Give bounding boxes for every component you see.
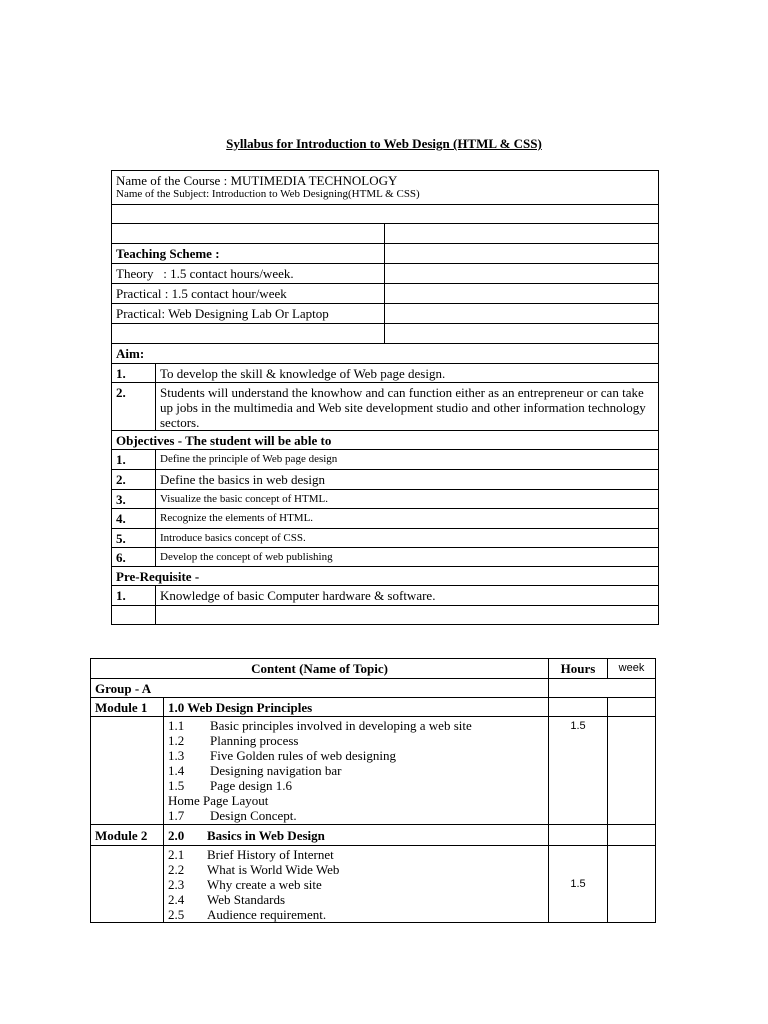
topic-num: 1.7	[168, 808, 185, 823]
module-label: Module 2	[91, 825, 164, 846]
topic-num: 2.1	[168, 847, 185, 862]
topic-num: 2.4	[168, 892, 185, 907]
topic-item	[168, 748, 544, 763]
empty-cell	[385, 324, 659, 344]
topic-num: 2.5	[168, 907, 185, 922]
aim-row	[112, 364, 659, 383]
topic-item	[168, 718, 544, 733]
empty-row	[112, 606, 659, 625]
document-title: Syllabus for Introduction to Web Design (HTML & CSS)	[226, 136, 542, 151]
prereq-num: 1.	[112, 586, 156, 606]
prereq-text: Knowledge of basic Computer hardware & software.	[156, 586, 659, 606]
group-label: Group - A	[91, 679, 549, 698]
aim-row	[112, 383, 659, 431]
topic-text: Design Concept.	[210, 808, 297, 823]
objective-num: 3.	[112, 490, 156, 509]
topic-extra-line: Home Page Layout	[168, 793, 269, 808]
objective-num: 6.	[112, 548, 156, 567]
practical-text: Practical : 1.5 contact hour/week	[112, 284, 385, 304]
module-topics-row	[91, 846, 656, 923]
topic-text: Brief History of Internet	[207, 847, 334, 862]
module-title-row	[91, 825, 656, 846]
hours-header: Hours	[549, 659, 608, 679]
empty-cell	[549, 698, 608, 717]
objective-row	[112, 450, 659, 470]
module-hours: 1.5	[549, 717, 608, 825]
topic-text: Five Golden rules of web designing	[210, 748, 396, 763]
module-topics	[164, 846, 549, 923]
topic-item	[168, 778, 544, 793]
objective-num: 2.	[112, 470, 156, 490]
topic-text: Planning process	[210, 733, 299, 748]
empty-cell	[549, 679, 656, 698]
empty-cell	[112, 224, 385, 244]
empty-cell	[112, 205, 659, 224]
aim-num: 1.	[112, 364, 156, 383]
topic-item	[168, 862, 544, 877]
content-header-row	[91, 659, 656, 679]
topic-text: Why create a web site	[207, 877, 322, 892]
module-hours: 1.5	[549, 846, 608, 923]
topic-item	[168, 808, 544, 823]
group-row	[91, 679, 656, 698]
lab-row	[112, 304, 659, 324]
objective-row	[112, 509, 659, 529]
empty-cell	[608, 825, 656, 846]
objective-row	[112, 470, 659, 490]
topic-text: Page design 1.6	[210, 778, 292, 793]
topic-text: What is World Wide Web	[207, 862, 340, 877]
empty-cell	[385, 264, 659, 284]
module-topics	[164, 717, 549, 825]
course-row	[112, 171, 659, 205]
empty-cell	[549, 825, 608, 846]
topic-text: Designing navigation bar	[210, 763, 342, 778]
empty-cell	[112, 606, 156, 625]
empty-row	[112, 324, 659, 344]
objective-row	[112, 529, 659, 548]
objective-row	[112, 490, 659, 509]
topic-text: Web Standards	[207, 892, 286, 907]
topic-num: 1.5	[168, 778, 185, 793]
empty-cell	[385, 244, 659, 264]
topic-item	[168, 847, 544, 862]
objectives-heading-row	[112, 431, 659, 450]
topic-num: 2.2	[168, 862, 185, 877]
course-cell	[112, 171, 659, 205]
topic-item	[168, 763, 544, 778]
topic-num: 2.3	[168, 877, 185, 892]
topic-item	[168, 907, 544, 922]
topic-num: 1.2	[168, 733, 185, 748]
objective-text: Recognize the elements of HTML.	[156, 509, 659, 529]
aim-num: 2.	[112, 383, 156, 431]
objective-num: 1.	[112, 450, 156, 470]
topic-num: 1.4	[168, 763, 185, 778]
empty-row	[112, 205, 659, 224]
course-info-table	[111, 170, 659, 625]
week-header: week	[608, 659, 656, 679]
topic-num: 1.1	[168, 718, 185, 733]
module-title-num: 2.0	[168, 827, 185, 843]
empty-cell	[91, 846, 164, 923]
course-name: Name of the Course : MUTIMEDIA TECHNOLOGY	[116, 173, 398, 188]
module-title	[164, 825, 549, 846]
topic-num: 1.3	[168, 748, 185, 763]
objective-row	[112, 548, 659, 567]
module-topics-row	[91, 717, 656, 825]
empty-cell	[385, 284, 659, 304]
empty-cell	[608, 717, 656, 825]
aim-text: To develop the skill & knowledge of Web page design.	[156, 364, 659, 383]
empty-cell	[385, 224, 659, 244]
empty-cell	[608, 698, 656, 717]
aim-text: Students will understand the knowhow and can function either as an entrepreneur or can take up jobs in the multimedia and Web site development studio and other information technology sectors.	[156, 383, 659, 431]
lab-text: Practical: Web Designing Lab Or Laptop	[112, 304, 385, 324]
topic-item	[168, 733, 544, 748]
objective-num: 4.	[112, 509, 156, 529]
module-title: 1.0 Web Design Principles	[164, 698, 549, 717]
objective-text: Develop the concept of web publishing	[156, 548, 659, 567]
topic-text: Audience requirement.	[207, 907, 327, 922]
prereq-row	[112, 586, 659, 606]
aim-heading: Aim:	[112, 344, 659, 364]
topic-text: Basic principles involved in developing a web site	[210, 718, 472, 733]
prereq-heading: Pre-Requisite -	[112, 567, 659, 586]
empty-cell	[608, 846, 656, 923]
empty-cell	[112, 324, 385, 344]
module-label: Module 1	[91, 698, 164, 717]
module-title-row	[91, 698, 656, 717]
teaching-heading-row	[112, 244, 659, 264]
theory-row	[112, 264, 659, 284]
empty-row	[112, 224, 659, 244]
empty-cell	[156, 606, 659, 625]
empty-cell	[385, 304, 659, 324]
objective-num: 5.	[112, 529, 156, 548]
practical-row	[112, 284, 659, 304]
topic-item	[168, 877, 544, 892]
module-title-text: Basics in Web Design	[207, 827, 325, 843]
empty-cell	[91, 717, 164, 825]
content-header: Content (Name of Topic)	[91, 659, 549, 679]
objectives-heading: Objectives - The student will be able to	[112, 431, 659, 450]
aim-heading-row	[112, 344, 659, 364]
theory-text: Theory : 1.5 contact hours/week.	[112, 264, 385, 284]
objective-text: Visualize the basic concept of HTML.	[156, 490, 659, 509]
topic-item	[168, 892, 544, 907]
objective-text: Define the principle of Web page design	[156, 450, 659, 470]
objective-text: Introduce basics concept of CSS.	[156, 529, 659, 548]
objective-text: Define the basics in web design	[156, 470, 659, 490]
teaching-heading: Teaching Scheme :	[112, 244, 385, 264]
prereq-heading-row	[112, 567, 659, 586]
subject-name: Name of the Subject: Introduction to Web Designing(HTML & CSS)	[116, 188, 420, 200]
content-table	[90, 658, 656, 923]
